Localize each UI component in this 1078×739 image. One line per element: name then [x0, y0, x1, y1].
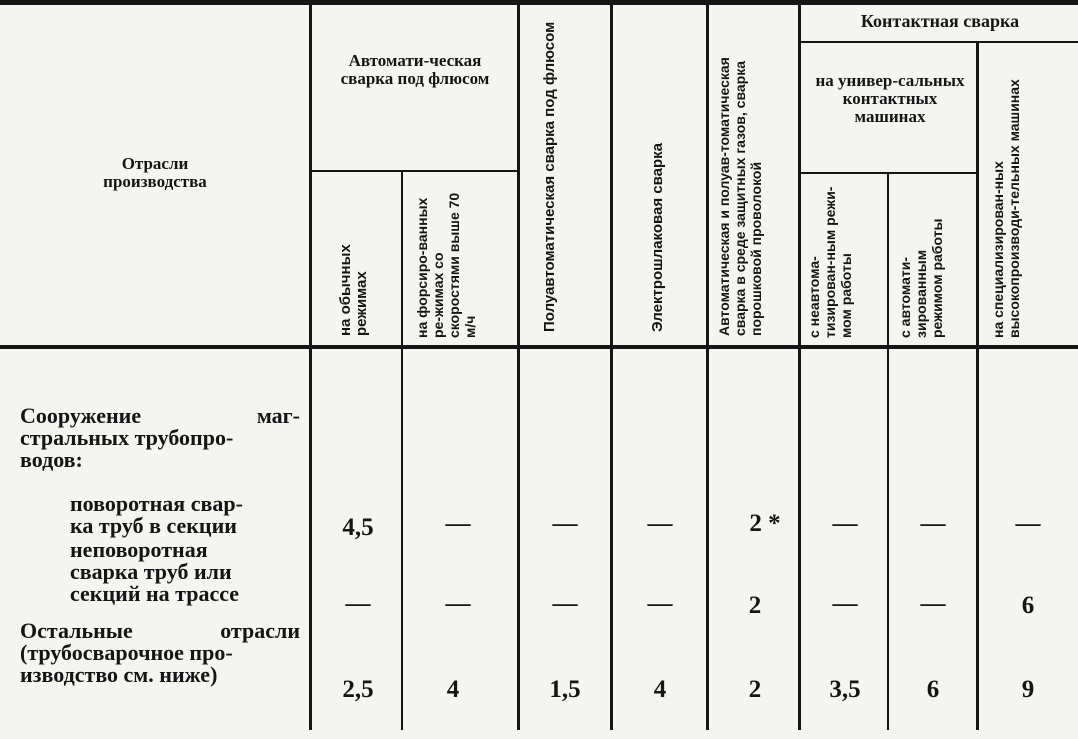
fixed-label — [70, 539, 300, 605]
rotary-auto-normal: 4,5 — [342, 514, 374, 541]
col-divider-4 — [610, 5, 613, 730]
fixed-gas-shielded: 2 — [748, 592, 762, 619]
rotary-label — [70, 493, 300, 537]
fixed-line-3: секций на трассе — [70, 581, 240, 606]
col-divider-6 — [798, 5, 801, 730]
other-non-auto-mode: 3,5 — [829, 676, 861, 703]
col-divider-2 — [401, 172, 403, 730]
gas-shielded-header: Автоматическая и полуав-томатическая сварка в среде защитных газов, сварка порошковой проволокой — [716, 57, 764, 336]
col-divider-7 — [887, 172, 889, 730]
col-divider-5 — [706, 5, 709, 730]
fixed-non-auto-mode: — — [832, 590, 858, 617]
fixed-auto-normal: — — [345, 590, 371, 617]
col-divider-8 — [976, 43, 979, 730]
non-auto-mode-header: с неавтома-тизирован-ным режи-мом работы — [806, 186, 854, 338]
col-divider-1 — [309, 5, 312, 730]
other-label — [20, 620, 300, 686]
other-auto-forced: 4 — [446, 676, 460, 703]
pipeline-heading — [20, 405, 300, 471]
auto-normal-header: на обычных режимах — [337, 244, 370, 336]
rotary-line-2: ка труб в секции — [70, 513, 237, 538]
contact-group-header: Контактная сварка — [860, 11, 1020, 31]
pipeline-line-2: стральных трубопро- — [20, 425, 234, 450]
fixed-auto-forced: — — [445, 590, 471, 617]
fixed-specialized: 6 — [1021, 592, 1035, 619]
semiauto-flux-header: Полуавтоматическая сварка под флюсом — [541, 21, 558, 332]
other-auto-mode: 6 — [926, 676, 940, 703]
electroslag-header: Электрошлаковая сварка — [649, 142, 666, 332]
rotary-non-auto-mode: — — [832, 510, 858, 537]
fixed-auto-mode: — — [920, 590, 946, 617]
rotary-electroslag: — — [647, 510, 673, 537]
pipeline-line-3: водов: — [20, 447, 83, 472]
rotary-auto-forced: — — [445, 510, 471, 537]
rotary-gas-shielded: 2 * — [749, 510, 781, 537]
contact-subrule — [800, 41, 1078, 43]
col-divider-3 — [517, 5, 520, 730]
other-semiauto-flux: 1,5 — [549, 676, 581, 703]
auto-flux-group-header: Автомати-ческая сварка под флюсом — [340, 51, 490, 88]
auto-mode-header: с автомати-зированным режимом работы — [897, 218, 945, 338]
header-bottom-rule — [0, 345, 1078, 349]
rotary-auto-mode: — — [920, 510, 946, 537]
other-specialized: 9 — [1021, 676, 1035, 703]
other-gas-shielded: 2 — [748, 676, 762, 703]
rotary-line-1: поворотная свар- — [70, 491, 243, 516]
other-electroslag: 4 — [653, 676, 667, 703]
fixed-line-1: неповоротная — [70, 537, 208, 562]
other-line-3: изводство см. ниже) — [20, 662, 218, 687]
auto-flux-subrule — [310, 170, 518, 172]
rotary-specialized: — — [1015, 510, 1041, 537]
pipeline-line-1: Сооружение маг- — [20, 403, 300, 428]
universal-group-header: на универ-сальных контактных машинах — [815, 71, 965, 126]
specialized-header: на специализирован-ных высокопроизводи-тельных машинах — [990, 79, 1022, 338]
universal-subrule — [800, 172, 978, 174]
fixed-electroslag: — — [647, 590, 673, 617]
rotary-semiauto-flux: — — [552, 510, 578, 537]
table-top-rule — [0, 0, 1078, 5]
auto-forced-header: на форсиро-ванных ре-жимах со скоростями выше 70 м/ч — [414, 192, 478, 338]
fixed-line-2: сварка труб или — [70, 559, 232, 584]
fixed-semiauto-flux: — — [552, 590, 578, 617]
other-line-2: (трубосварочное про- — [20, 640, 233, 665]
other-auto-normal: 2,5 — [342, 676, 374, 703]
branch-column-header: Отрасли производства — [103, 154, 207, 191]
other-line-1: Остальные отрасли — [20, 618, 300, 643]
